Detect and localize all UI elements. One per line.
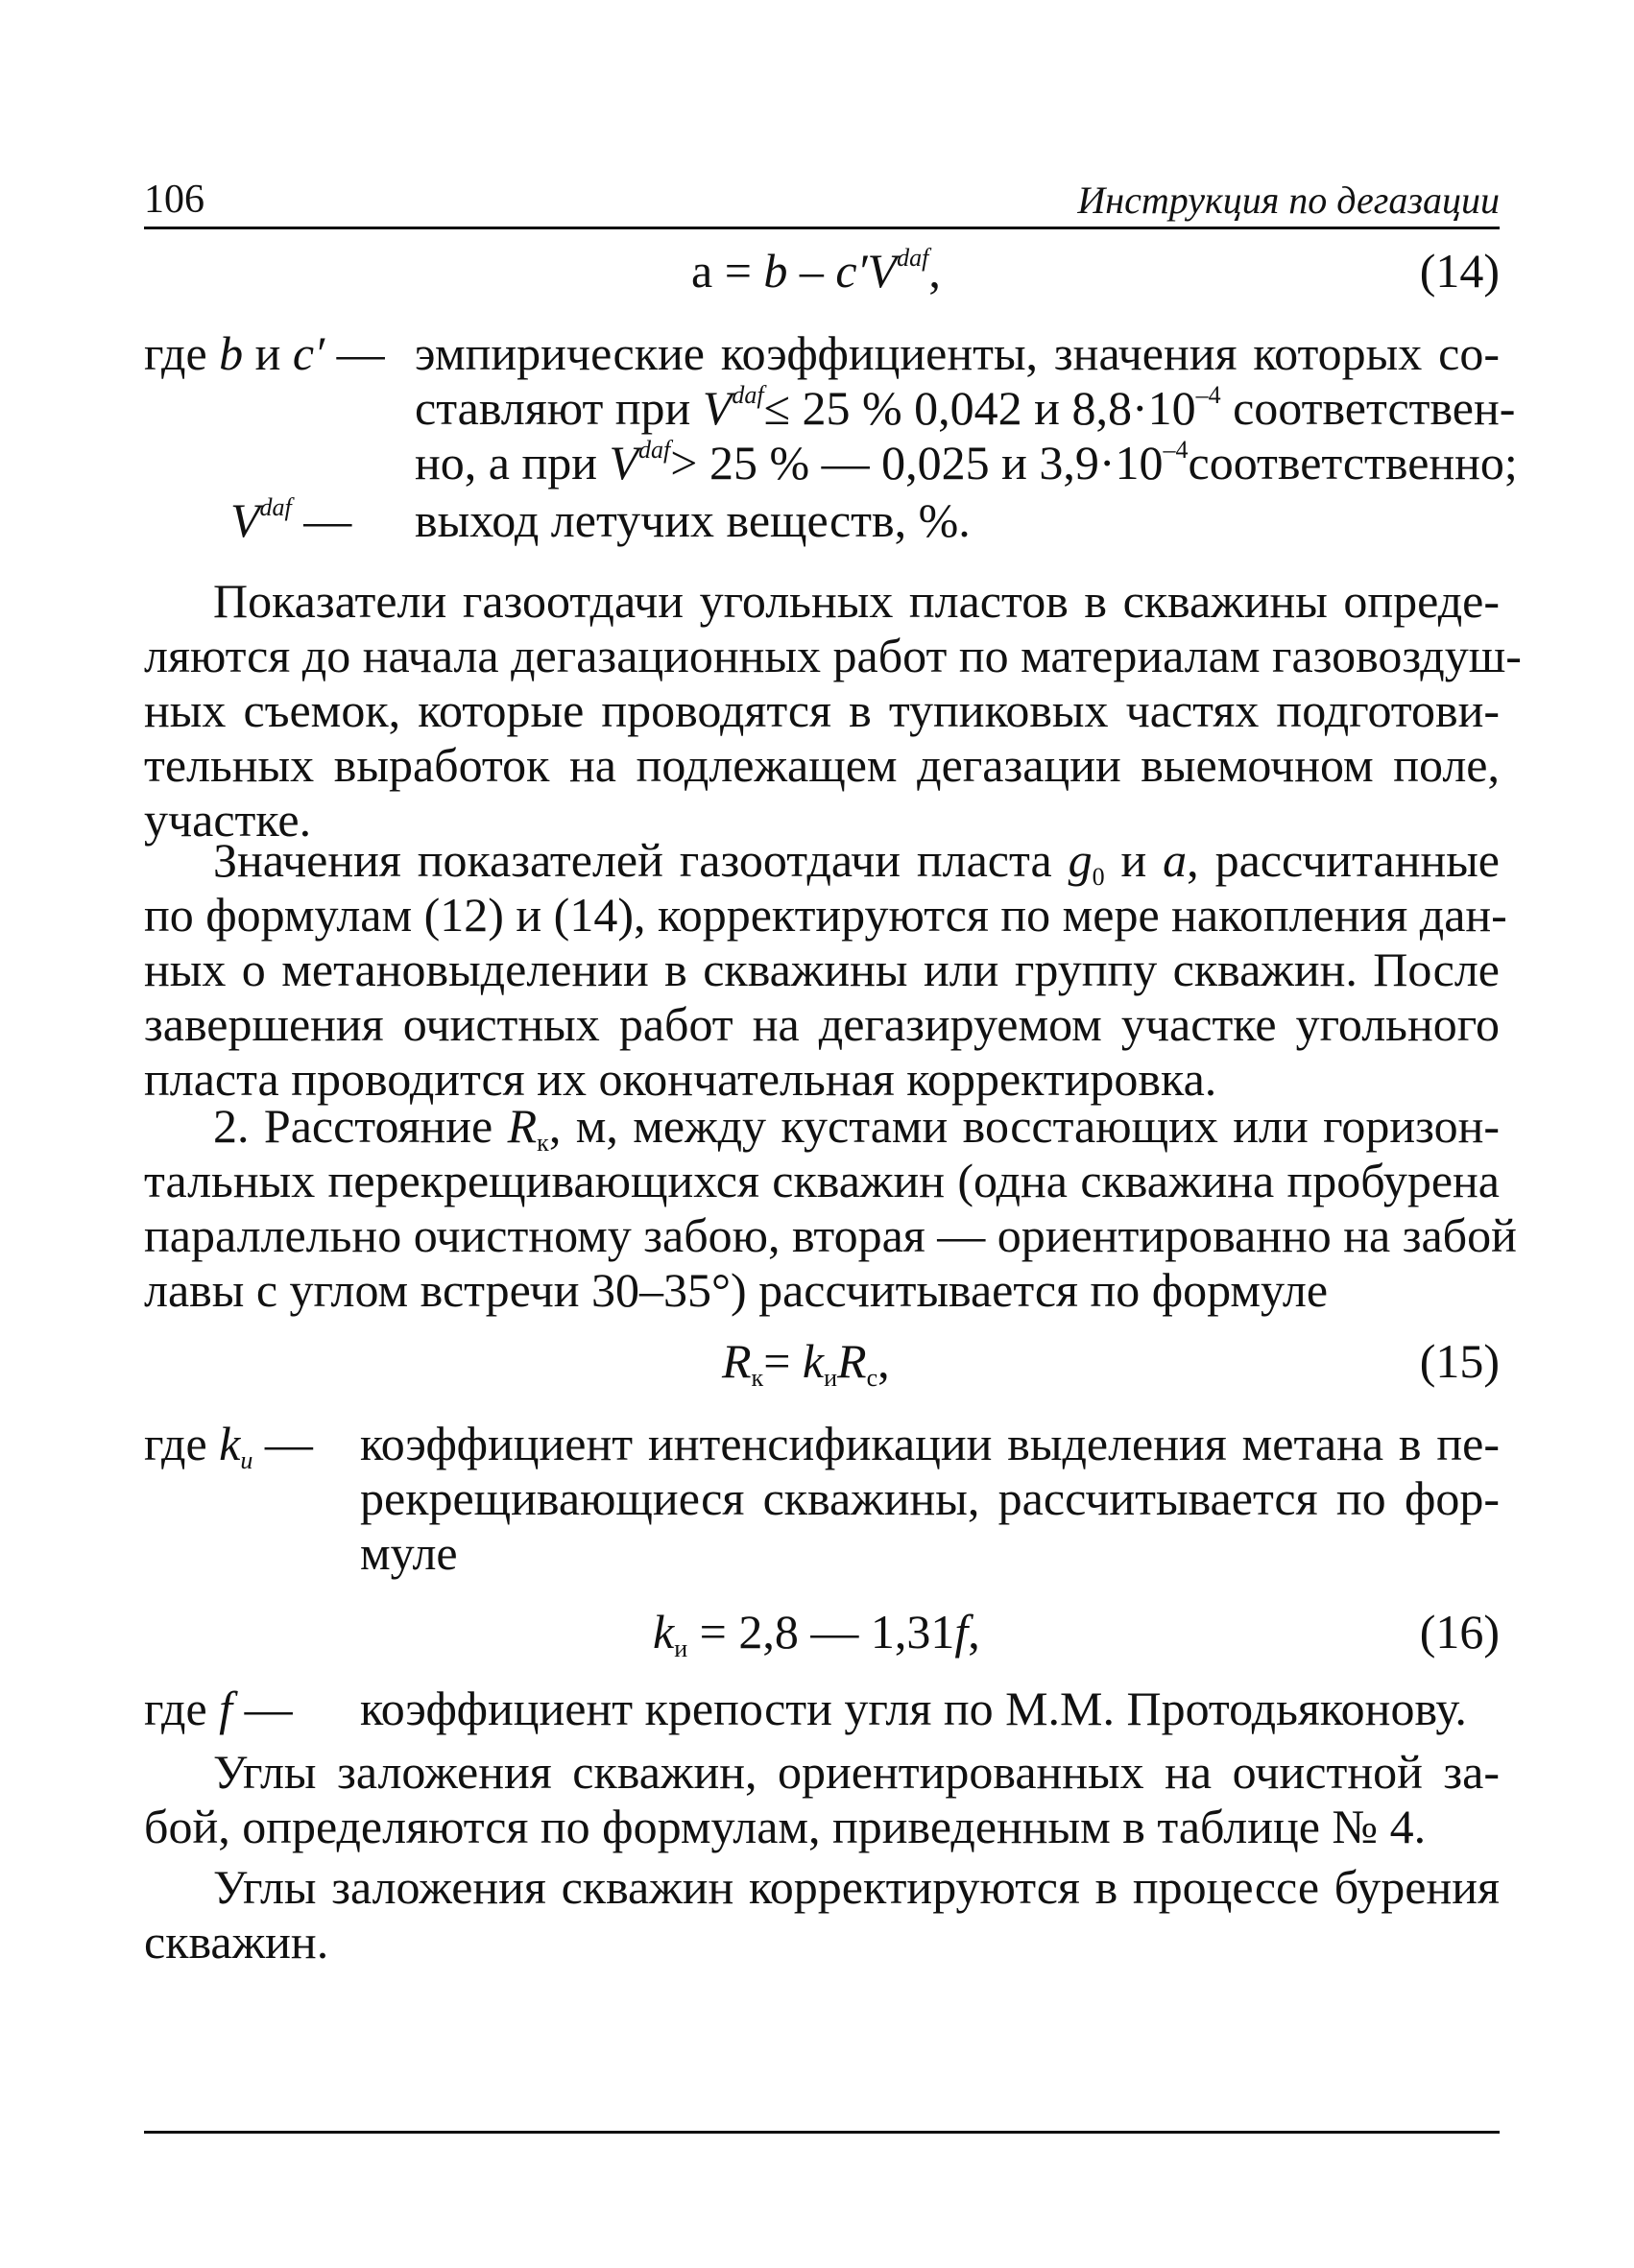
def1-text: [415, 326, 1518, 490]
p2-line: по формулам (12) и (14), корректируются по мере накопления дан-: [144, 888, 1507, 942]
def1-line-2-b: ≤ 25 % 0,042 и 8,8·10: [763, 381, 1196, 435]
p4-line: Углы заложения скважин, ориентированных на очистной за-: [213, 1745, 1500, 1799]
p3-line: параллельно очистному забою, вторая — ориентированно на забой: [144, 1208, 1517, 1262]
eq16-f: f: [954, 1605, 969, 1659]
eq16-rhs: = 2,8 — 1,31: [687, 1605, 955, 1659]
eq14-V-sup: daf: [897, 243, 929, 272]
def1-line-2-V: V: [702, 381, 733, 435]
p3-line-1: [144, 1099, 1500, 1158]
def3-line: муле: [360, 1526, 458, 1580]
p2-g: g: [1068, 833, 1093, 887]
def1-where: где: [144, 326, 220, 380]
eq15-tail: ,: [877, 1334, 890, 1388]
def1-and: и: [243, 326, 293, 380]
def1-line-2-V-sup: daf: [732, 380, 764, 409]
def2-V-sup: daf: [259, 492, 292, 521]
p3-line: лавы с углом встречи 30–35°) рассчитывается по формуле: [144, 1263, 1329, 1317]
equation-14: [691, 244, 941, 298]
def2: [230, 493, 351, 548]
def1-line-3: [415, 435, 1518, 490]
def3-line: рекрещивающиеся скважины, рассчитывается по фор-: [360, 1471, 1500, 1525]
def1-line-3-V-sup: daf: [638, 435, 671, 464]
p2-text-c: , рассчитанные: [1187, 833, 1501, 887]
p2-line: пласта проводится их окончательная корректировка.: [144, 1052, 1217, 1106]
eq14-b: b: [763, 244, 788, 298]
def3-dash: —: [252, 1417, 313, 1470]
p3-text-b: , м, между кустами восстающих или горизон-: [548, 1099, 1500, 1153]
equation-16: [653, 1605, 980, 1663]
def1-line-3-exp: –4: [1163, 435, 1189, 464]
p2-line: завершения очистных работ на дегазируемом участке угольного: [144, 997, 1500, 1051]
eq14-V: V: [867, 244, 898, 298]
running-title: Инструкция по дегазации: [1077, 179, 1500, 222]
def1-line-2: [415, 380, 1516, 436]
equation-15: [722, 1334, 890, 1393]
def1-line-3-V: V: [609, 436, 639, 489]
def1-line-2-exp: –4: [1195, 380, 1221, 409]
p1-line: тельных выработок на подлежащем дегазации выемочном поле,: [144, 738, 1500, 792]
eq14-lhs: a =: [691, 244, 764, 298]
eq14-tail: ,: [928, 244, 941, 298]
p5-line: скважин.: [144, 1915, 329, 1969]
def3-k: k: [219, 1417, 241, 1470]
def3-lead: [144, 1417, 313, 1475]
p2-line-1: [144, 833, 1501, 892]
page-number: 106: [144, 178, 204, 222]
def3-k-sub: и: [240, 1446, 253, 1475]
p3-R: R: [507, 1099, 538, 1153]
def1-line-3-b: > 25 % — 0,025 и 3,9·10: [670, 436, 1164, 489]
def1-line-1: эмпирические коэффициенты, значения которых со-: [415, 326, 1500, 380]
p2-text-a: Значения показателей газоотдачи пласта: [213, 833, 1069, 887]
eq15-k: k: [802, 1334, 825, 1388]
p3-R-sub: к: [537, 1129, 549, 1158]
paragraph-2: [144, 833, 1507, 1107]
eq14-c: c′: [835, 244, 868, 298]
def4-f: f: [219, 1682, 233, 1735]
p1-line: Показатели газоотдачи угольных пластов в скважины опреде-: [213, 574, 1500, 628]
def3-line: коэффициент интенсификации выделения метана в пе-: [360, 1417, 1500, 1470]
p2-text-b: и: [1104, 833, 1164, 887]
paragraph-3: [144, 1099, 1517, 1318]
p1-line: ляются до начала дегазационных работ по материалам газовоздуш-: [144, 629, 1522, 682]
equation-16-number: (16): [1419, 1605, 1500, 1659]
paragraph-5: [144, 1860, 1500, 1970]
def1-dash: —: [324, 326, 385, 380]
def1-c: c′: [292, 326, 325, 380]
footer-rule: [144, 2131, 1500, 2134]
p3-line: тальных перекрещивающихся скважин (одна скважина пробурена: [144, 1154, 1500, 1207]
def1-line-2-c: соответствен-: [1220, 381, 1516, 435]
equation-15-number: (15): [1419, 1334, 1500, 1388]
equation-14-number: (14): [1419, 244, 1500, 298]
p1-line: участке.: [144, 793, 312, 847]
def2-text: выход летучих веществ, %.: [415, 493, 971, 547]
def1-line-3-c: соответственно;: [1188, 436, 1518, 489]
def1-b: b: [219, 326, 244, 380]
p2-g-sub: 0: [1092, 863, 1105, 892]
eq15-R2: R: [837, 1334, 867, 1388]
p5-line: Углы заложения скважин корректируются в процессе бурения: [213, 1860, 1500, 1914]
p2-a: a: [1163, 833, 1188, 887]
p3-text-a: 2. Расстояние: [213, 1099, 508, 1153]
def3-where: где: [144, 1417, 220, 1470]
p4-line: бой, определяются по формулам, приведенным в таблице № 4.: [144, 1800, 1427, 1853]
def1-line-3-a: но, а при: [415, 436, 610, 489]
eq16-k: k: [653, 1605, 675, 1659]
eq15-equals: =: [763, 1334, 803, 1388]
def1-lead: [144, 326, 385, 381]
eq14-minus: –: [787, 244, 836, 298]
p1-line: ных съемок, которые проводятся в тупиковых частях подготови-: [144, 683, 1500, 737]
page-header: [144, 178, 1500, 229]
eq15-R: R: [722, 1334, 752, 1388]
paragraph-4: [144, 1745, 1500, 1854]
def4-text: коэффициент крепости угля по М.М. Протодьяконову.: [360, 1682, 1467, 1735]
eq16-tail: ,: [968, 1605, 980, 1659]
eq15-R2-sub: с: [866, 1364, 878, 1393]
def3-text: [360, 1417, 1500, 1581]
p2-line: ных о метановыделении в скважины или группу скважин. После: [144, 943, 1500, 996]
def4-dash: —: [232, 1682, 293, 1735]
def2-dash: —: [291, 493, 352, 547]
eq15-R-sub: к: [751, 1364, 764, 1393]
eq16-k-sub: и: [674, 1635, 688, 1663]
def4-lead: [144, 1682, 293, 1736]
eq15-k-sub: и: [824, 1364, 838, 1393]
paragraph-1: [144, 574, 1522, 848]
def1-line-2-a: ставляют при: [415, 381, 703, 435]
def4-where: где: [144, 1682, 220, 1735]
def2-V: V: [230, 493, 260, 547]
